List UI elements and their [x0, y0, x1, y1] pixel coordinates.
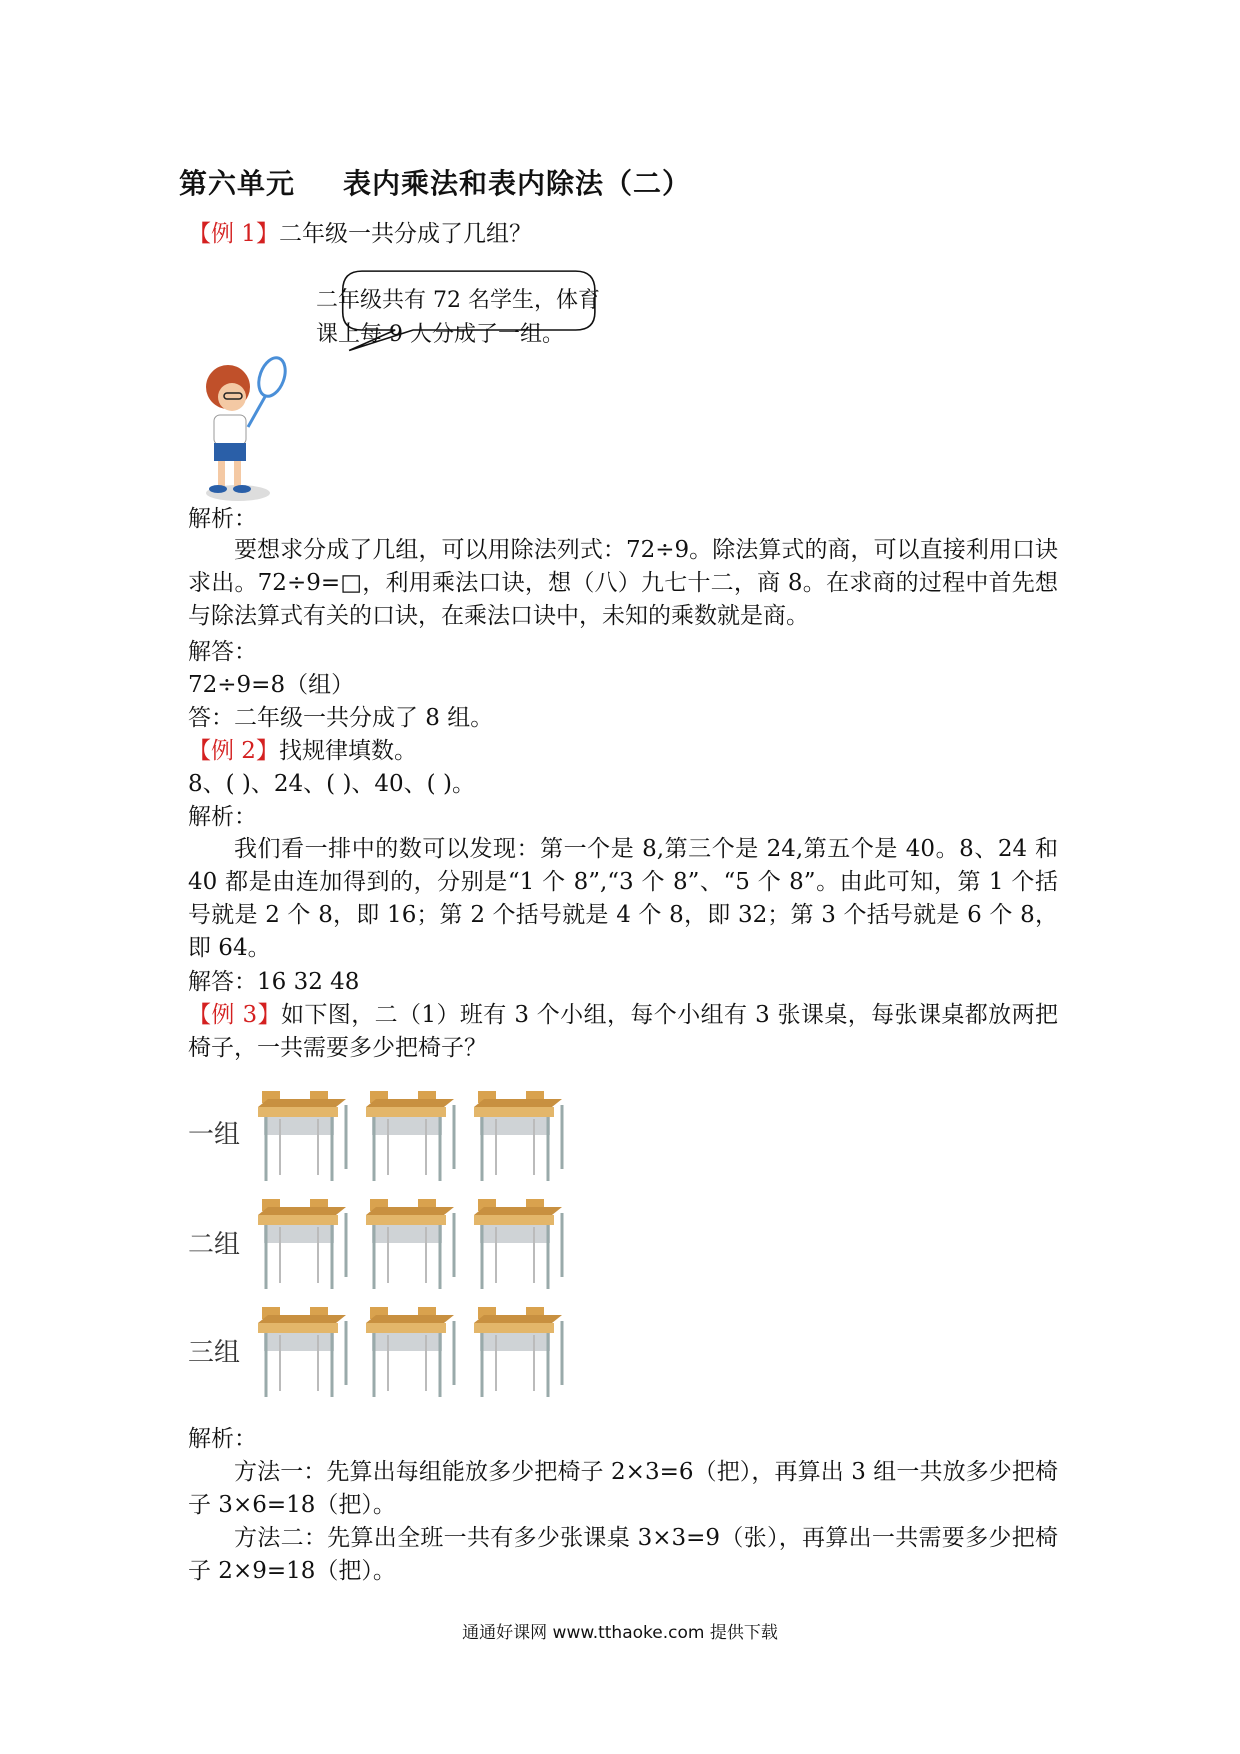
desks-svg: [188, 1085, 608, 1415]
footer-credit: 通通好课网 www.tthaoke.com 提供下载: [462, 1623, 778, 1643]
analysis-label-3: 解析：: [188, 1426, 257, 1452]
answer-1: 答：二年级一共分成了 8 组。: [188, 705, 494, 731]
boy-tennis-illustration: [188, 355, 298, 505]
analysis-text-2: 我们看一排中的数可以发现：第一个是 8,第三个是 24,第五个是 40。8、24 和 40 都是由连加得到的，分别是“1 个 8”,“3 个 8”、“5 个 8”。由此可知，第 1 个括号就是 2 个 8，即 16；第 2 个括号就是 4 个 8，即 32；第 3 个括号就是 6 个 8，即 64。: [188, 836, 1058, 961]
group-label-1: 一组: [188, 1120, 241, 1150]
method-1: 方法一：先算出每组能放多少把椅子 2×3=6（把），再算出 3 组一共放多少把椅子 3×6=18（把）。: [188, 1459, 1058, 1518]
example-2-heading: 【例 2】找规律填数。: [188, 738, 417, 764]
analysis-text-1: 要想求分成了几组，可以用除法列式：72÷9。除法算式的商，可以直接利用口诀求出。72÷9=□，利用乘法口诀，想（八）九七十二，商 8。在求商的过程中首先想与除法算式有关的口诀，在乘法口诀中，未知的乘数就是商。: [188, 537, 1058, 629]
example-3-question: 【例 3】如下图，二（1）班有 3 个小组，每个小组有 3 张课桌，每张课桌都放两把椅子，一共需要多少把椅子？: [188, 1002, 1058, 1061]
analysis-label-1: 解析：: [188, 506, 257, 532]
example-1-heading: 【例 1】二年级一共分成了几组？: [188, 221, 532, 247]
page-title: 第六单元 表内乘法和表内除法（二）: [178, 167, 692, 200]
answer-2: 解答：16 32 48: [188, 969, 360, 995]
group-label-3: 三组: [188, 1338, 241, 1368]
analysis-label-2: 解析：: [188, 804, 257, 830]
method-2: 方法二：先算出全班一共有多少张课桌 3×3=9（张），再算出一共需要多少把椅子 2×9=18（把）。: [188, 1525, 1058, 1584]
bubble-text: 二年级共有 72 名学生，体育 课上每 9 人分成了一组。: [316, 288, 600, 347]
group-label-2: 二组: [188, 1230, 241, 1260]
answer-label-1: 解答：: [188, 639, 257, 665]
desks-illustration: [188, 1085, 608, 1419]
equation-1: 72÷9=8（组）: [188, 672, 355, 698]
sequence-line: 8、( )、24、( )、40、( )。: [188, 771, 475, 797]
